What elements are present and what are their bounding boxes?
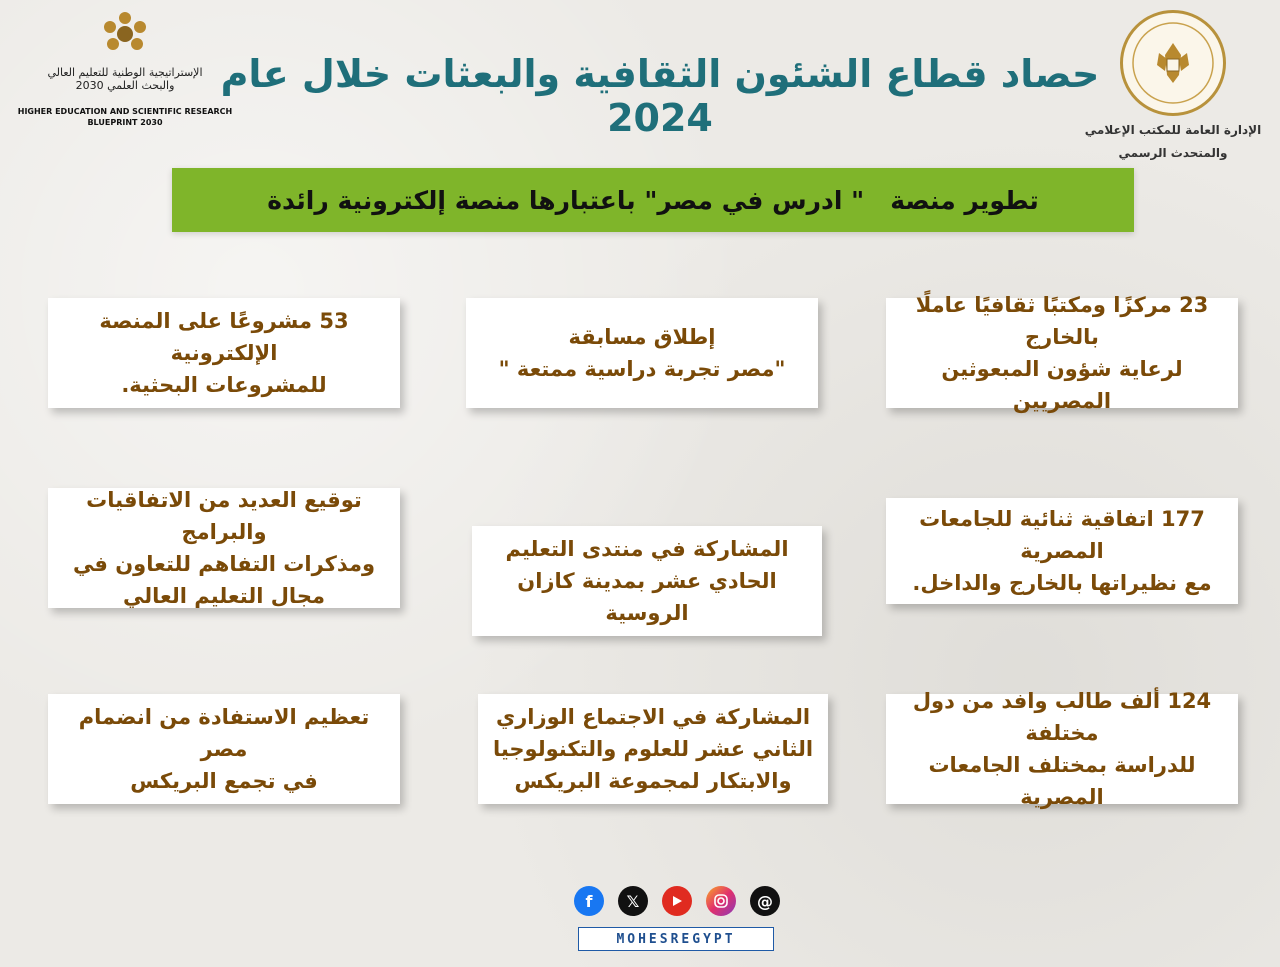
achievement-text: المشاركة في منتدى التعليم الحادي عشر بمدينة كازان الروسية (505, 537, 789, 625)
ministry-office-line2: والمتحدث الرسمي (1118, 146, 1228, 160)
strategy-name-ar-line1: الإستراتيجية الوطنية للتعليم العالي (47, 66, 203, 79)
x-icon[interactable]: 𝕏 (618, 886, 648, 916)
achievement-text: المشاركة في الاجتماع الوزاري الثاني عشر للعلوم والتكنولوجيا والابتكار لمجموعة البريكس (492, 705, 814, 793)
achievement-card-mou-signing (48, 488, 400, 608)
social-handle: MOHESREGYPT (578, 927, 774, 951)
headline-banner (172, 168, 1134, 232)
strategy-name-ar-line2: والبحث العلمي 2030 (75, 79, 175, 92)
strategy-name-en-line2: BLUEPRINT 2030 (87, 118, 163, 127)
headline-banner-text: تطوير منصة " ادرس في مصر" باعتبارها منصة إلكترونية رائدة (267, 185, 1039, 215)
ministry-office-line1: الإدارة العامة للمكتب الإعلامي (1084, 123, 1262, 137)
achievement-text: تعظيم الاستفادة من انضمام مصر في تجمع البريكس (78, 705, 370, 793)
threads-icon[interactable]: @ (750, 886, 780, 916)
achievement-text: إطلاق مسابقة "مصر تجربة دراسية ممتعة " (498, 325, 786, 381)
achievement-text: 177 اتفاقية ثنائية للجامعات المصرية مع نظيراتها بالخارج والداخل. (912, 507, 1212, 595)
achievement-card-agreements-177 (886, 498, 1238, 604)
instagram-icon[interactable] (706, 886, 736, 916)
achievement-card-cultural-centers (886, 293, 1238, 413)
facebook-icon[interactable]: f (574, 886, 604, 916)
ministry-logo (1078, 10, 1268, 162)
strategy-logo (10, 10, 240, 128)
achievement-card-brics-membership (48, 694, 400, 804)
strategy-name-en-line1: HIGHER EDUCATION AND SCIENTIFIC RESEARCH (17, 107, 233, 116)
achievement-text: توقيع العديد من الاتفاقيات والبرامج ومذكرات التفاهم للتعاون في مجال التعليم العالي (72, 488, 376, 608)
ministry-seal-icon (1120, 10, 1226, 116)
strategy-emblem-icon (100, 10, 150, 56)
achievement-text: 124 ألف طالب وافد من دول مختلفة للدراسة بمختلف الجامعات المصرية (912, 689, 1212, 809)
achievement-card-research-projects (48, 298, 400, 408)
achievement-card-competition (466, 298, 818, 408)
achievement-card-international-students (886, 689, 1238, 809)
achievement-text: 23 مركزًا ومكتبًا ثقافيًا عاملًا بالخارج لرعاية شؤون المبعوثين المصريين (915, 293, 1209, 413)
achievement-text: 53 مشروعًا على المنصة الإلكترونية للمشروعات البحثية. (99, 309, 349, 397)
achievement-card-brics-ministerial (478, 694, 828, 804)
youtube-icon[interactable] (662, 886, 692, 916)
page-title: حصاد قطاع الشئون الثقافية والبعثات خلال عام 2024 (220, 52, 1100, 140)
achievement-card-kazan-forum (472, 526, 822, 636)
social-links (574, 886, 780, 916)
